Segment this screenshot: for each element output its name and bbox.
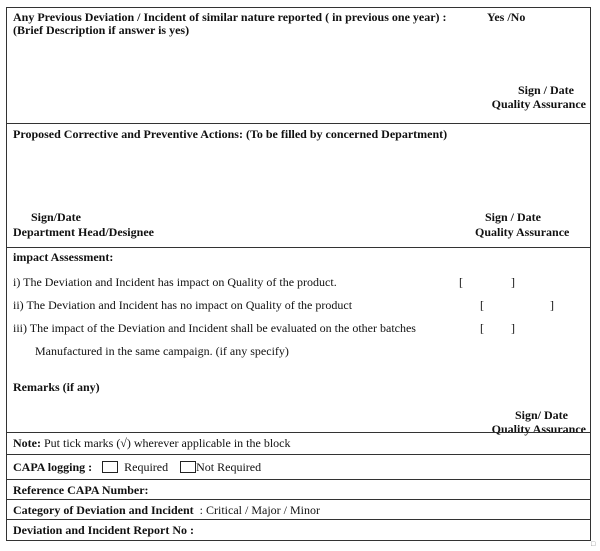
report-number-label: Deviation and Incident Report No :: [13, 523, 195, 537]
capa-actions-heading: Proposed Corrective and Preventive Actions: (To be filled by concerned Department): [13, 127, 448, 141]
remarks-label: Remarks (if any): [13, 380, 100, 394]
required-checkbox[interactable]: [102, 461, 118, 473]
category-label: Category of Deviation and Incident: [13, 503, 194, 517]
required-option-label: Required: [124, 460, 169, 474]
corner-marker: □: [591, 540, 596, 548]
impact-item-3-continuation: Manufactured in the same campaign. (if any specify): [35, 344, 289, 358]
note-text: [13, 436, 291, 450]
report-number-section: [7, 519, 590, 541]
qa-sign-date-3: Sign/ Date: [514, 408, 568, 422]
note-body: Put tick marks (√) wherever applicable in the block: [43, 436, 291, 450]
deviation-form: [6, 7, 591, 541]
category-section: [7, 499, 590, 519]
not-required-option-label: Not Required: [196, 460, 262, 474]
qa-sign-date-1: Sign / Date: [517, 83, 574, 97]
impact-assessment-heading: impact Assessment:: [13, 250, 114, 264]
qa-role-1: Quality Assurance: [491, 97, 586, 111]
note-label: Note:: [13, 436, 41, 450]
impact-item-1: i) The Deviation and Incident has impact on Quality of the product.: [13, 275, 337, 289]
impact-item-3: iii) The impact of the Deviation and Incident shall be evaluated on the other batches: [13, 321, 416, 335]
qa-sign-date-2: Sign / Date: [485, 210, 542, 224]
reference-capa-label: Reference CAPA Number:: [13, 483, 149, 497]
capa-logging-section: [7, 454, 590, 479]
impact-item-2: ii) The Deviation and Incident has no impact on Quality of the product: [13, 298, 353, 312]
note-section: [7, 432, 590, 454]
dept-sign-date: Sign/Date: [31, 210, 82, 224]
capa-logging-row: [13, 460, 261, 474]
capa-actions-section: [7, 123, 590, 247]
category-options: : Critical / Major / Minor: [199, 503, 320, 517]
impact-item-3-bracket-close[interactable]: ]: [511, 321, 515, 335]
impact-item-2-bracket-close[interactable]: ]: [550, 298, 554, 312]
qa-role-2: Quality Assurance: [475, 225, 570, 239]
qa-role-3: Quality Assurance: [491, 422, 586, 436]
impact-item-3-bracket-open[interactable]: [: [480, 321, 484, 335]
impact-item-1-bracket-open[interactable]: [: [459, 275, 463, 289]
reference-capa-section: [7, 479, 590, 499]
impact-item-2-bracket-open[interactable]: [: [480, 298, 484, 312]
category-row: [13, 503, 320, 517]
not-required-checkbox[interactable]: [180, 461, 196, 473]
impact-item-1-bracket-close[interactable]: ]: [511, 275, 515, 289]
dept-head-role: Department Head/Designee: [13, 225, 154, 239]
impact-assessment-section: [7, 247, 590, 436]
yes-no-answer: Yes /No: [487, 10, 526, 24]
brief-description-label: (Brief Description if answer is yes): [13, 23, 190, 37]
previous-deviation-question: Any Previous Deviation / Incident of similar nature reported ( in previous one year) :: [13, 10, 447, 24]
capa-logging-label: CAPA logging :: [13, 460, 93, 474]
previous-deviation-section: [7, 8, 590, 123]
